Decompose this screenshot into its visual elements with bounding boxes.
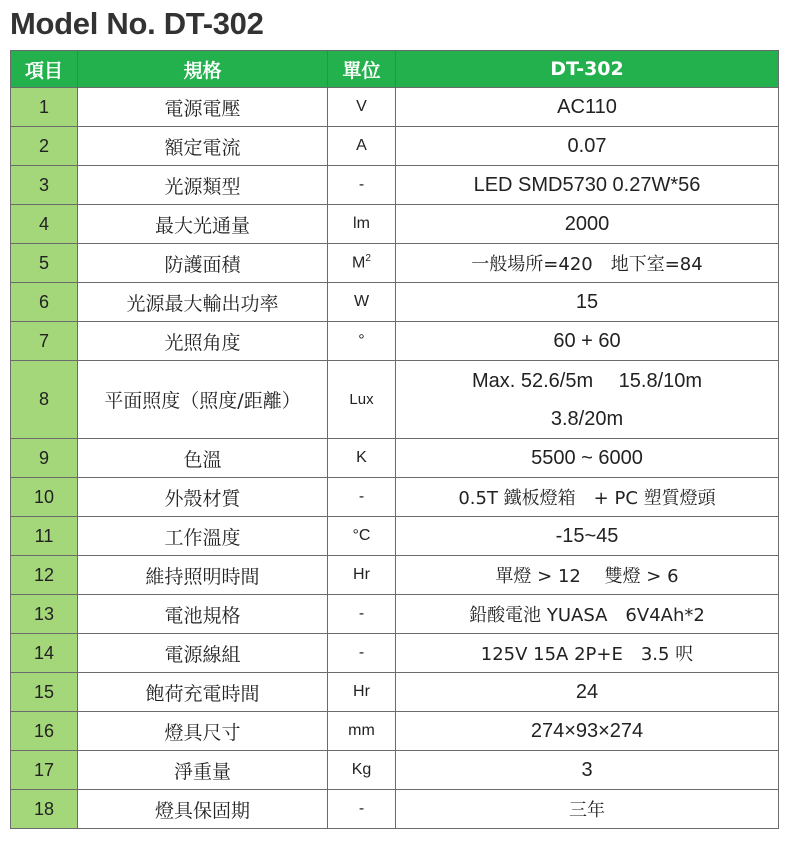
row-unit: lm xyxy=(328,205,396,244)
row-number: 15 xyxy=(11,673,78,712)
row-number: 18 xyxy=(11,790,78,829)
row-number: 4 xyxy=(11,205,78,244)
row-spec: 最大光通量 xyxy=(78,205,328,244)
row-unit: V xyxy=(328,88,396,127)
row-value: 2000 xyxy=(396,205,779,244)
row-unit: Lux xyxy=(328,361,396,439)
row-spec: 維持照明時間 xyxy=(78,556,328,595)
table-row xyxy=(11,322,779,361)
table-row xyxy=(11,634,779,673)
row-unit: Kg xyxy=(328,751,396,790)
row-value xyxy=(396,361,779,439)
row-value-line-2: 3.8/20m xyxy=(550,407,624,430)
row-value: 24 xyxy=(396,673,779,712)
row-spec: 淨重量 xyxy=(78,751,328,790)
header-item: 項目 xyxy=(11,51,78,88)
row-spec: 電源線組 xyxy=(78,634,328,673)
row-value-text: 125V 15A 2P+E 3.5 呎 xyxy=(480,644,694,665)
row-number: 12 xyxy=(11,556,78,595)
table-row xyxy=(11,439,779,478)
row-value-text: 0.5T 鐵板燈箱 + PC 塑質燈頭 xyxy=(458,488,716,509)
row-value-line-1: Max. 52.6/5m 15.8/10m xyxy=(471,369,703,392)
row-value-text: 鉛酸電池 YUASA 6V4Ah*2 xyxy=(469,605,705,626)
row-spec: 飽荷充電時間 xyxy=(78,673,328,712)
row-number: 11 xyxy=(11,517,78,556)
row-value xyxy=(396,244,779,283)
row-unit: ° xyxy=(328,322,396,361)
row-spec: 平面照度（照度/距離） xyxy=(78,361,328,439)
row-spec: 光源類型 xyxy=(78,166,328,205)
row-unit: Hr xyxy=(328,556,396,595)
row-spec: 光源最大輸出功率 xyxy=(78,283,328,322)
row-value: 15 xyxy=(396,283,779,322)
row-spec: 電池規格 xyxy=(78,595,328,634)
table-row xyxy=(11,205,779,244)
row-value: -15~45 xyxy=(396,517,779,556)
page-title: Model No. DT-302 xyxy=(10,6,264,41)
row-number: 16 xyxy=(11,712,78,751)
table-row xyxy=(11,595,779,634)
header-unit: 單位 xyxy=(328,51,396,88)
row-number: 3 xyxy=(11,166,78,205)
row-spec: 防護面積 xyxy=(78,244,328,283)
row-value xyxy=(396,595,779,634)
row-value: LED SMD5730 0.27W*56 xyxy=(396,166,779,205)
row-value: 5500 ~ 6000 xyxy=(396,439,779,478)
row-unit: Hr xyxy=(328,673,396,712)
spec-table xyxy=(10,50,779,829)
row-number: 8 xyxy=(11,361,78,439)
row-value: AC110 xyxy=(396,88,779,127)
row-number: 6 xyxy=(11,283,78,322)
table-row xyxy=(11,88,779,127)
table-row xyxy=(11,673,779,712)
row-number: 5 xyxy=(11,244,78,283)
row-value: 0.07 xyxy=(396,127,779,166)
row-value: 274×93×274 xyxy=(396,712,779,751)
table-row xyxy=(11,361,779,439)
table-row xyxy=(11,751,779,790)
row-spec: 電源電壓 xyxy=(78,88,328,127)
table-row xyxy=(11,244,779,283)
table-row xyxy=(11,283,779,322)
header-model: DT-302 xyxy=(396,51,779,88)
unit-base: M xyxy=(352,254,366,272)
row-unit: - xyxy=(328,595,396,634)
row-number: 10 xyxy=(11,478,78,517)
row-number: 17 xyxy=(11,751,78,790)
row-value xyxy=(396,478,779,517)
table-row xyxy=(11,517,779,556)
table-header-row xyxy=(11,51,779,88)
row-value: 60 + 60 xyxy=(396,322,779,361)
table-row xyxy=(11,556,779,595)
table-row xyxy=(11,478,779,517)
row-unit: - xyxy=(328,166,396,205)
row-spec: 工作溫度 xyxy=(78,517,328,556)
row-unit xyxy=(328,244,396,283)
row-number: 14 xyxy=(11,634,78,673)
row-value xyxy=(396,556,779,595)
row-spec: 額定電流 xyxy=(78,127,328,166)
row-value: 3 xyxy=(396,751,779,790)
row-spec: 色溫 xyxy=(78,439,328,478)
row-number: 7 xyxy=(11,322,78,361)
row-value xyxy=(396,634,779,673)
row-unit: mm xyxy=(328,712,396,751)
row-number: 1 xyxy=(11,88,78,127)
row-unit: - xyxy=(328,634,396,673)
row-unit: °C xyxy=(328,517,396,556)
row-spec: 外殼材質 xyxy=(78,478,328,517)
table-row xyxy=(11,166,779,205)
row-value-text: 單燈 > 12 雙燈 > 6 xyxy=(495,566,679,587)
row-unit: W xyxy=(328,283,396,322)
table-row xyxy=(11,712,779,751)
row-unit: - xyxy=(328,790,396,829)
row-unit: A xyxy=(328,127,396,166)
row-spec: 燈具尺寸 xyxy=(78,712,328,751)
unit-superscript: 2 xyxy=(365,253,371,265)
row-number: 13 xyxy=(11,595,78,634)
table-row xyxy=(11,127,779,166)
row-unit: - xyxy=(328,478,396,517)
row-number: 9 xyxy=(11,439,78,478)
row-spec: 燈具保固期 xyxy=(78,790,328,829)
row-unit: K xyxy=(328,439,396,478)
row-number: 2 xyxy=(11,127,78,166)
row-spec: 光照角度 xyxy=(78,322,328,361)
row-value-text: 三年 xyxy=(569,800,605,821)
row-value xyxy=(396,790,779,829)
row-value-text: 一般場所=420 地下室=84 xyxy=(471,254,703,275)
table-row xyxy=(11,790,779,829)
header-spec: 規格 xyxy=(78,51,328,88)
